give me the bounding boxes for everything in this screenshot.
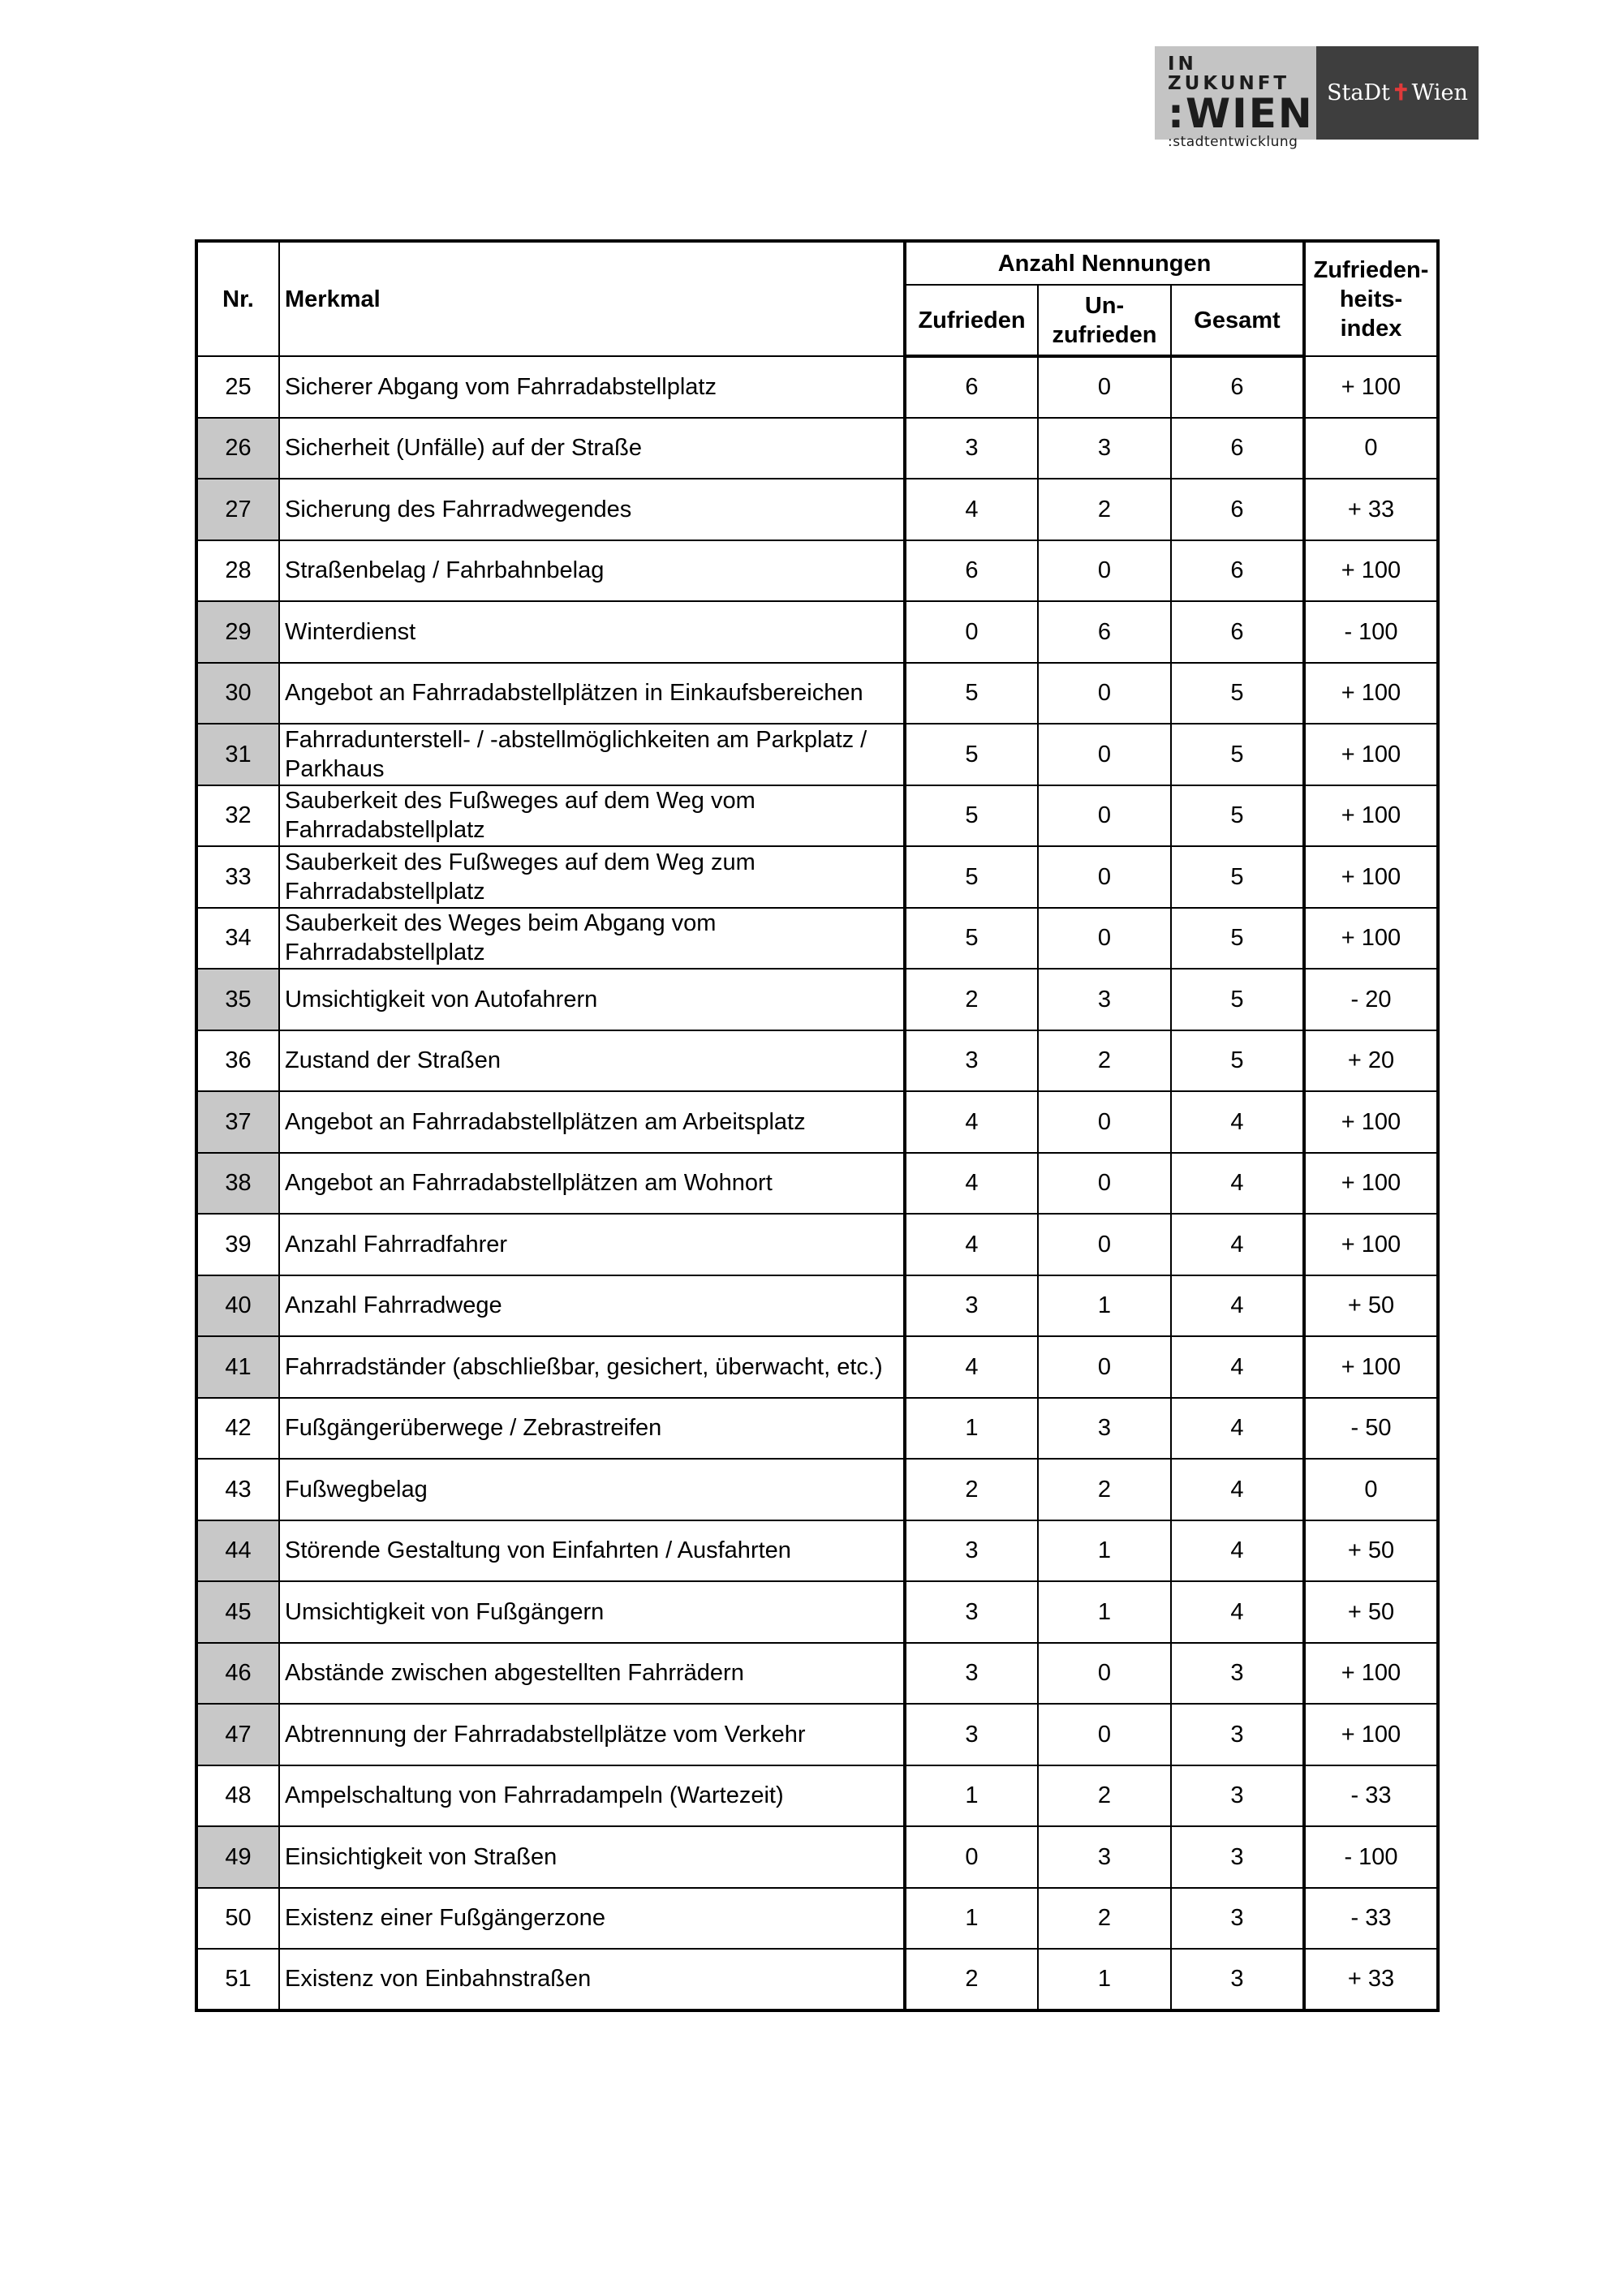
row-nr: 49 (196, 1826, 279, 1888)
row-zufrieden: 3 (905, 1030, 1038, 1092)
table-row (196, 724, 1438, 785)
row-zufrieden: 5 (905, 785, 1038, 847)
row-index: + 33 (1304, 1949, 1438, 2010)
row-unzufrieden: 0 (1038, 1704, 1171, 1765)
row-zufrieden: 6 (905, 356, 1038, 418)
row-gesamt: 4 (1171, 1091, 1304, 1153)
row-nr: 43 (196, 1459, 279, 1520)
row-zufrieden: 1 (905, 1765, 1038, 1827)
row-merkmal: Anzahl Fahrradfahrer (279, 1214, 905, 1275)
table-row (196, 1581, 1438, 1643)
row-gesamt: 3 (1171, 1949, 1304, 2010)
row-unzufrieden: 1 (1038, 1275, 1171, 1337)
row-zufrieden: 1 (905, 1888, 1038, 1950)
row-merkmal: Angebot an Fahrradabstellplätzen in Einkaufsbereichen (279, 663, 905, 724)
row-unzufrieden: 2 (1038, 479, 1171, 540)
row-unzufrieden: 3 (1038, 969, 1171, 1030)
row-index: + 100 (1304, 1336, 1438, 1398)
logo-zukunft-wien (1155, 46, 1316, 150)
table-row (196, 785, 1438, 847)
row-zufrieden: 4 (905, 479, 1038, 540)
row-nr: 33 (196, 846, 279, 908)
row-nr: 39 (196, 1214, 279, 1275)
row-merkmal: Straßenbelag / Fahrbahnbelag (279, 540, 905, 602)
header-zufriedenheitsindex (1304, 241, 1438, 356)
row-gesamt: 3 (1171, 1704, 1304, 1765)
row-zufrieden: 5 (905, 724, 1038, 785)
logo-wien-text: Wien (1411, 80, 1468, 105)
row-index: + 100 (1304, 663, 1438, 724)
row-zufrieden: 5 (905, 846, 1038, 908)
row-merkmal: Ampelschaltung von Fahrradampeln (Wartezeit) (279, 1765, 905, 1827)
row-nr: 34 (196, 908, 279, 970)
row-nr: 45 (196, 1581, 279, 1643)
table-row (196, 1765, 1438, 1827)
row-nr: 38 (196, 1153, 279, 1215)
row-merkmal: Umsichtigkeit von Autofahrern (279, 969, 905, 1030)
row-unzufrieden: 0 (1038, 1336, 1171, 1398)
row-index: + 100 (1304, 540, 1438, 602)
row-zufrieden: 4 (905, 1153, 1038, 1215)
row-zufrieden: 3 (905, 1643, 1038, 1705)
row-index: + 50 (1304, 1581, 1438, 1643)
header-merkmal: Merkmal (279, 241, 905, 356)
row-merkmal: Sauberkeit des Fußweges auf dem Weg zum Fahrradabstellplatz (279, 846, 905, 908)
row-merkmal: Sauberkeit des Weges beim Abgang vom Fahrradabstellplatz (279, 908, 905, 970)
row-zufrieden: 3 (905, 418, 1038, 479)
row-unzufrieden: 0 (1038, 540, 1171, 602)
row-gesamt: 3 (1171, 1765, 1304, 1827)
row-nr: 26 (196, 418, 279, 479)
row-index: + 100 (1304, 1153, 1438, 1215)
row-zufrieden: 3 (905, 1704, 1038, 1765)
row-index: - 33 (1304, 1888, 1438, 1950)
row-merkmal: Existenz einer Fußgängerzone (279, 1888, 905, 1950)
row-zufrieden: 2 (905, 969, 1038, 1030)
row-unzufrieden: 2 (1038, 1030, 1171, 1092)
row-merkmal: Fahrradunterstell- / -abstellmöglichkeiten am Parkplatz / Parkhaus (279, 724, 905, 785)
table-row (196, 1888, 1438, 1950)
row-nr: 31 (196, 724, 279, 785)
row-unzufrieden: 0 (1038, 846, 1171, 908)
row-unzufrieden: 3 (1038, 418, 1171, 479)
row-unzufrieden: 0 (1038, 663, 1171, 724)
row-gesamt: 4 (1171, 1214, 1304, 1275)
row-nr: 48 (196, 1765, 279, 1827)
row-gesamt: 3 (1171, 1643, 1304, 1705)
row-zufrieden: 3 (905, 1520, 1038, 1582)
header-index-line-2: heits- (1339, 286, 1403, 312)
logo-line-3: :stadtentwicklung (1168, 134, 1298, 150)
row-index: 0 (1304, 1459, 1438, 1520)
row-unzufrieden: 1 (1038, 1949, 1171, 2010)
row-index: + 100 (1304, 356, 1438, 418)
row-unzufrieden: 0 (1038, 785, 1171, 847)
row-index: - 20 (1304, 969, 1438, 1030)
row-unzufrieden: 0 (1038, 908, 1171, 970)
table-row (196, 479, 1438, 540)
row-gesamt: 3 (1171, 1826, 1304, 1888)
row-unzufrieden: 1 (1038, 1520, 1171, 1582)
table-row (196, 601, 1438, 663)
header-index-line-3: index (1340, 315, 1402, 342)
header-zufrieden: Zufrieden (905, 285, 1038, 356)
stadt-wien-logo (1155, 46, 1479, 150)
header-unzufrieden (1038, 285, 1171, 356)
table-row (196, 540, 1438, 602)
row-merkmal: Zustand der Straßen (279, 1030, 905, 1092)
row-index: + 100 (1304, 724, 1438, 785)
row-nr: 32 (196, 785, 279, 847)
row-nr: 47 (196, 1704, 279, 1765)
row-index: - 33 (1304, 1765, 1438, 1827)
table-row (196, 1826, 1438, 1888)
row-gesamt: 5 (1171, 1030, 1304, 1092)
cross-icon: ✝ (1392, 80, 1410, 105)
row-nr: 42 (196, 1398, 279, 1460)
row-unzufrieden: 0 (1038, 1091, 1171, 1153)
row-merkmal: Angebot an Fahrradabstellplätzen am Wohnort (279, 1153, 905, 1215)
table-row (196, 1398, 1438, 1460)
row-merkmal: Sicherung des Fahrradwegendes (279, 479, 905, 540)
row-index: + 100 (1304, 908, 1438, 970)
row-zufrieden: 3 (905, 1275, 1038, 1337)
row-merkmal: Abstände zwischen abgestellten Fahrrädern (279, 1643, 905, 1705)
row-gesamt: 4 (1171, 1336, 1304, 1398)
row-zufrieden: 4 (905, 1336, 1038, 1398)
row-gesamt: 4 (1171, 1581, 1304, 1643)
row-index: + 50 (1304, 1275, 1438, 1337)
table-row (196, 846, 1438, 908)
table-row (196, 1275, 1438, 1337)
row-merkmal: Fußwegbelag (279, 1459, 905, 1520)
row-merkmal: Einsichtigkeit von Straßen (279, 1826, 905, 1888)
row-nr: 46 (196, 1643, 279, 1705)
row-unzufrieden: 0 (1038, 356, 1171, 418)
row-zufrieden: 3 (905, 1581, 1038, 1643)
row-gesamt: 5 (1171, 785, 1304, 847)
header-unzufrieden-line-1: Un- (1084, 292, 1125, 319)
row-nr: 30 (196, 663, 279, 724)
table-row (196, 356, 1438, 418)
row-zufrieden: 0 (905, 1826, 1038, 1888)
row-nr: 29 (196, 601, 279, 663)
header-index-line-1: Zufrieden- (1313, 256, 1429, 283)
row-zufrieden: 0 (905, 601, 1038, 663)
row-nr: 28 (196, 540, 279, 602)
table-row (196, 908, 1438, 970)
row-index: - 100 (1304, 1826, 1438, 1888)
row-merkmal: Sauberkeit des Fußweges auf dem Weg vom Fahrradabstellplatz (279, 785, 905, 847)
row-gesamt: 5 (1171, 724, 1304, 785)
table-row (196, 1643, 1438, 1705)
row-zufrieden: 5 (905, 908, 1038, 970)
logo-line-2: :WIEN (1168, 90, 1314, 137)
table-body (196, 356, 1438, 2010)
table-row (196, 1704, 1438, 1765)
row-unzufrieden: 2 (1038, 1888, 1171, 1950)
row-index: + 100 (1304, 1643, 1438, 1705)
row-nr: 36 (196, 1030, 279, 1092)
row-zufrieden: 5 (905, 663, 1038, 724)
row-zufrieden: 2 (905, 1459, 1038, 1520)
row-unzufrieden: 6 (1038, 601, 1171, 663)
row-zufrieden: 4 (905, 1214, 1038, 1275)
row-nr: 51 (196, 1949, 279, 2010)
table-row (196, 418, 1438, 479)
row-gesamt: 4 (1171, 1153, 1304, 1215)
row-merkmal: Anzahl Fahrradwege (279, 1275, 905, 1337)
row-gesamt: 6 (1171, 601, 1304, 663)
row-gesamt: 6 (1171, 418, 1304, 479)
row-merkmal: Sicherheit (Unfälle) auf der Straße (279, 418, 905, 479)
table-row (196, 1949, 1438, 2010)
row-gesamt: 4 (1171, 1275, 1304, 1337)
row-zufrieden: 6 (905, 540, 1038, 602)
row-nr: 50 (196, 1888, 279, 1950)
row-unzufrieden: 2 (1038, 1765, 1171, 1827)
row-merkmal: Fußgängerüberwege / Zebrastreifen (279, 1398, 905, 1460)
row-merkmal: Fahrradständer (abschließbar, gesichert, überwacht, etc.) (279, 1336, 905, 1398)
row-unzufrieden: 0 (1038, 1214, 1171, 1275)
row-index: + 50 (1304, 1520, 1438, 1582)
row-zufrieden: 4 (905, 1091, 1038, 1153)
logo-stadt-wien (1316, 46, 1479, 140)
row-gesamt: 5 (1171, 846, 1304, 908)
row-gesamt: 6 (1171, 356, 1304, 418)
row-index: 0 (1304, 418, 1438, 479)
row-nr: 37 (196, 1091, 279, 1153)
row-index: + 100 (1304, 785, 1438, 847)
row-zufrieden: 2 (905, 1949, 1038, 2010)
table-row (196, 1459, 1438, 1520)
row-unzufrieden: 3 (1038, 1826, 1171, 1888)
row-unzufrieden: 3 (1038, 1398, 1171, 1460)
satisfaction-table (195, 239, 1440, 2012)
header-nr: Nr. (196, 241, 279, 356)
table-row (196, 1336, 1438, 1398)
row-merkmal: Angebot an Fahrradabstellplätzen am Arbeitsplatz (279, 1091, 905, 1153)
row-index: + 100 (1304, 846, 1438, 908)
row-index: - 100 (1304, 601, 1438, 663)
table-row (196, 969, 1438, 1030)
row-zufrieden: 1 (905, 1398, 1038, 1460)
logo-stadt-text: StaDt (1327, 80, 1391, 105)
row-index: + 100 (1304, 1704, 1438, 1765)
row-nr: 27 (196, 479, 279, 540)
row-gesamt: 5 (1171, 663, 1304, 724)
row-merkmal: Umsichtigkeit von Fußgängern (279, 1581, 905, 1643)
row-gesamt: 5 (1171, 969, 1304, 1030)
row-nr: 44 (196, 1520, 279, 1582)
row-index: - 50 (1304, 1398, 1438, 1460)
row-unzufrieden: 2 (1038, 1459, 1171, 1520)
table-row (196, 1030, 1438, 1092)
row-unzufrieden: 0 (1038, 724, 1171, 785)
row-gesamt: 6 (1171, 479, 1304, 540)
row-index: + 100 (1304, 1091, 1438, 1153)
row-nr: 41 (196, 1336, 279, 1398)
row-merkmal: Störende Gestaltung von Einfahrten / Ausfahrten (279, 1520, 905, 1582)
row-nr: 25 (196, 356, 279, 418)
table-row (196, 1091, 1438, 1153)
row-unzufrieden: 1 (1038, 1581, 1171, 1643)
header-unzufrieden-line-2: zufrieden (1052, 321, 1157, 348)
row-gesamt: 4 (1171, 1520, 1304, 1582)
row-unzufrieden: 0 (1038, 1643, 1171, 1705)
row-merkmal: Abtrennung der Fahrradabstellplätze vom Verkehr (279, 1704, 905, 1765)
table-row (196, 663, 1438, 724)
table-row (196, 1214, 1438, 1275)
row-gesamt: 3 (1171, 1888, 1304, 1950)
row-gesamt: 6 (1171, 540, 1304, 602)
row-gesamt: 4 (1171, 1398, 1304, 1460)
row-nr: 40 (196, 1275, 279, 1337)
row-index: + 100 (1304, 1214, 1438, 1275)
row-unzufrieden: 0 (1038, 1153, 1171, 1215)
table-row (196, 1153, 1438, 1215)
row-nr: 35 (196, 969, 279, 1030)
row-index: + 33 (1304, 479, 1438, 540)
row-merkmal: Existenz von Einbahnstraßen (279, 1949, 905, 2010)
logo-line-1: IN ZUKUNFT (1168, 54, 1290, 94)
header-gesamt: Gesamt (1171, 285, 1304, 356)
row-gesamt: 5 (1171, 908, 1304, 970)
row-index: + 20 (1304, 1030, 1438, 1092)
table-row (196, 1520, 1438, 1582)
header-anzahl-nennungen: Anzahl Nennungen (905, 241, 1304, 285)
row-merkmal: Winterdienst (279, 601, 905, 663)
row-gesamt: 4 (1171, 1459, 1304, 1520)
row-merkmal: Sicherer Abgang vom Fahrradabstellplatz (279, 356, 905, 418)
